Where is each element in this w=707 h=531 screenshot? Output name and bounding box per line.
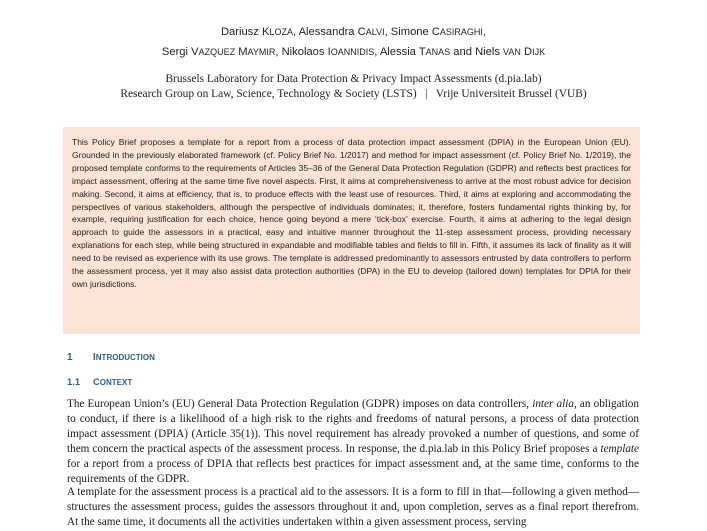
emphasis-text: template (600, 442, 639, 455)
author-line-2: Sergi VAZQUEZ MAYMIR, Nikolaos IOANNIDIS, Alessia TANAS and Niels VAN DIJK (161, 46, 546, 58)
subsection-heading-context (67, 376, 132, 387)
section-title: NTRODUCTION (95, 353, 155, 362)
author-list (0, 22, 707, 62)
author-name: Dariusz K (220, 26, 270, 38)
author-name: Simone C (390, 26, 440, 38)
author-name: AYMIR (247, 47, 276, 57)
author-name: IJK (532, 47, 546, 57)
author-name: Niels (475, 46, 504, 58)
section-number: 1 (67, 352, 73, 363)
author-name: Alessia T (379, 46, 426, 58)
paragraph-text: , an obligation to conduct, if there is a likelihood of a high risk to the rights and freedoms of natural persons, a process of data protection impact assessment (DPIA) (Article 35(1)). This novel requirement has already provoked a number of questions, and some of them concern the practical aspects of the assessment process. In response, the d.pia.lab in this Policy Brief proposes a (67, 398, 639, 455)
abstract-text: This Policy Brief proposes a template for a report from a process of data protection impact assessment (DPIA) in the European Union (EU). Grounded in the previously elaborated framework (cf. Policy Brief No. 1/2017) and method for impact assessment (cf. Policy Brief No. 1/2019), the proposed template conforms to the requirements of Articles 35–36 of the General Data Protection Regulation (GDPR) and reflects best practices for impact assessment, offering at the same time five novel aspects. First, it aims at comprehensiveness to arrive at the most robust advice for decision making. Second, it aims at efficiency, that is, to produce effects with the least use of resources. Third, it aims at exploring and accommodating the perspectives of various stakeholders, although the perspective of individuals dominates; it, therefore, fosters fundamental rights thinking by, for example, requiring justification for each choice, hence going beyond a mere ‘tick-box’ exercise. Fourth, it aims at adhering to the legal design approach to guide the assessors in a practical, easy and intuitive manner throughout the 11-step assessment process, providing necessary explanations for each step, while being structured in expandable and modifiable tables and fields to fill in. Fifth, it assumes its lack of finality as it will need to be revised as experience with its use grows. The template is addressed predominantly to assessors entrusted by data controllers to perform the assessment process, yet it may also assist data protection authorities (DPA) in the EU to develop (tailored down) templates for DPIA for their own jurisdictions. (72, 137, 631, 289)
subsection-title: C (93, 376, 100, 387)
section-heading-introduction (67, 352, 155, 363)
author-name: VAN (503, 47, 521, 57)
author-name: D (520, 46, 533, 58)
body-paragraph-2: A template for the assessment process is a practical aid to the assessors. It is a form to fill in that—following a given method—structures the assessment process, guides the assessors throughout it and, upon completion, serves as a final report therefrom. At the same time, it documents all the activities undertaken within a given assessment process, serving (67, 486, 639, 528)
affiliation-line-2: Research Group on Law, Science, Technology & Society (LSTS) | Vrije Universiteit Brussel (VUB) (120, 88, 587, 100)
affiliation (0, 72, 707, 102)
author-name: M (235, 46, 248, 58)
author-name: OANNIDIS (330, 47, 375, 57)
abstract-box (63, 127, 640, 334)
affiliation-line-1: Brussels Laboratory for Data Protection & Privacy Impact Assessments (d.pia.lab) (165, 73, 542, 85)
author-name: Alessandra C (298, 26, 366, 38)
subsection-title: ONTEXT (99, 378, 133, 387)
paragraph-text: The European Union’s (EU) General Data Protection Regulation (GDPR) imposes on data controllers, (67, 398, 533, 410)
author-conjunction: and (450, 46, 476, 58)
section-title: I (93, 352, 96, 363)
subsection-number: 1.1 (67, 376, 81, 387)
body-paragraph-1 (67, 397, 639, 486)
paragraph-text: for a report from a process of DPIA that reflects best practices for impact assessment and, at the same time, conforms to the requirements of the GDPR. (67, 457, 639, 485)
emphasis-text: inter alia (532, 398, 574, 410)
author-name: ALVI (365, 27, 385, 37)
author-name: Nikolaos I (281, 46, 331, 58)
author-line-1: Dariusz KLOZA, Alessandra CALVI, Simone CASIRAGHI, (220, 26, 487, 38)
author-name: AZQUEZ (198, 47, 236, 57)
author-name: LOZA (269, 27, 293, 37)
author-name: ASIRAGHI (439, 27, 483, 37)
author-name: Sergi V (161, 46, 199, 58)
author-name: ANAS (425, 47, 451, 57)
